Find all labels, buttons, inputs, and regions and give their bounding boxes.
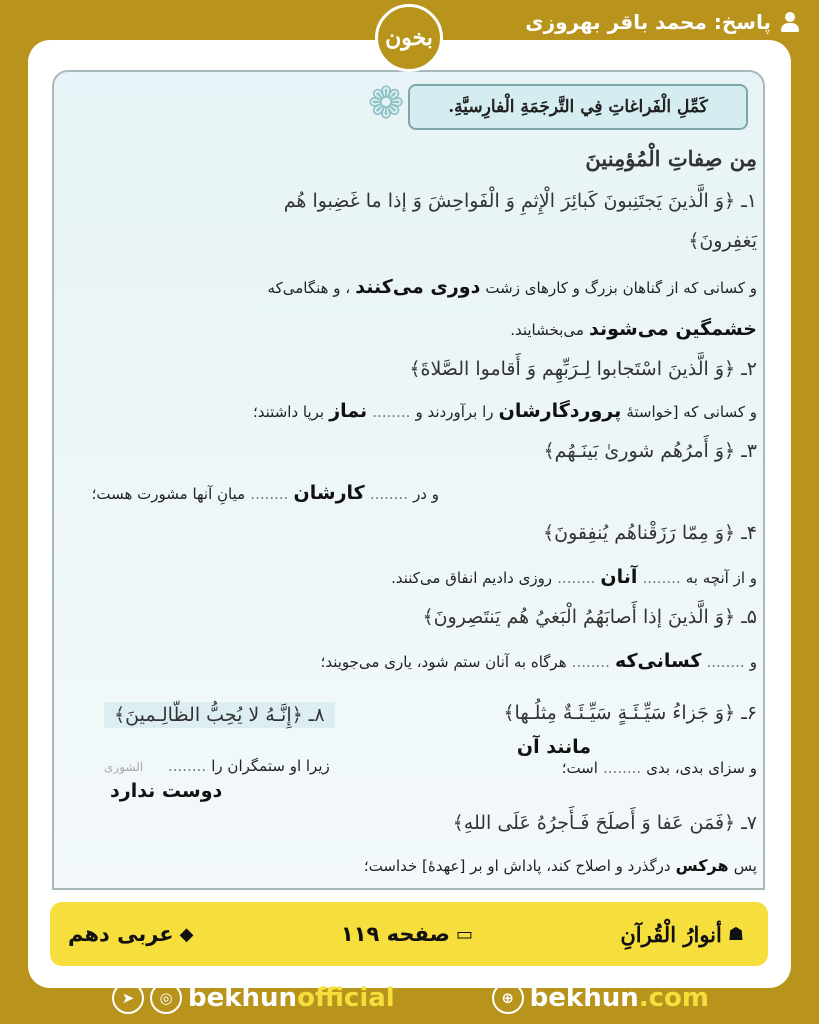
q6-text-a: و سزای بدی، بدی [646,759,757,777]
q4-answer: آنان [600,566,638,588]
q4-text-a: و از آنچه به [685,569,757,587]
q8-source: الشوری [104,760,144,774]
q1-arabic-line1: ۱ـ ﴿وَ الَّذينَ يَجتَنِبونَ كَبائِرَ الْإِثمِ وَ الْفَواحِشَ وَ إذا ما غَضِبوا هُم [283,190,757,212]
q2-answer-b: نماز [329,400,368,422]
footer-band [50,902,768,966]
q3-translation [92,482,439,504]
q5-translation [321,650,757,672]
q6-translation [562,758,757,777]
logo-text: بخون [385,25,433,51]
exercise-heading [408,84,748,130]
q2-answer-a: پروردگارشان [498,400,622,422]
q7-text-b: درگذرد و اصلاح كند، پاداش او بر [عهدهٔ] خداست؛ [363,857,671,875]
q5-text-a: و [749,653,757,671]
page-label: صفحه ۱۱۹ [340,922,450,946]
q4-arabic: ۴ـ ﴿وَ مِمّا رَزَقْناهُم يُنفِقونَ﴾ [543,522,757,544]
q5-answer: کسانی‌که [614,650,702,672]
q3-text-b: میانِ آنها مشورت هست؛ [91,485,246,503]
q8-answer: دوست ندارد [110,780,223,802]
globe-icon: ⊕ [492,982,524,1014]
q3-arabic: ۳ـ ﴿وَ أَمرُهُم شوریٰ بَينَـهُم﴾ [543,440,757,462]
section-title: مِن صِفاتِ الْمُؤمِنينَ [585,146,757,171]
q2-translation [253,400,757,422]
q7-arabic: ۷ـ ﴿فَمَن عَفا وَ أَصلَحَ فَـأَجرُهُ عَلَى اللهِ﴾ [452,812,757,834]
q8-dots: ........ [168,757,207,775]
q6-text-b: است؛ [561,759,598,777]
q5-dots-2: ........ [571,653,610,671]
telegram-icon[interactable]: ➤ [112,982,144,1014]
q8-translation [168,756,330,775]
q1-answer-a: دوری می‌کنند [355,276,481,298]
q8-arabic: ۸ـ ﴿إِنَّـهُ لا يُحِبُّ الظّالِـمينَ﴾ [104,702,335,728]
website-link[interactable] [492,982,709,1014]
user-icon [779,11,801,33]
handle-accent: official [297,983,395,1013]
ornament-icon: ❁ [367,78,405,129]
q1-translation-2 [510,318,757,340]
q3-text-a: و در [413,485,439,503]
lesson-title [620,922,750,947]
instagram-icon[interactable]: ◎ [150,982,182,1014]
q4-dots-2: ........ [557,569,596,587]
q4-translation [391,566,757,588]
q2-text-c: برپا داشتند؛ [253,403,325,421]
q6-dots: ........ [603,759,642,777]
q1-translation [268,276,757,298]
q2-dots: ........ [372,403,411,421]
q5-dots: ........ [706,653,745,671]
book-icon: ▭ [455,923,473,945]
q3-dots: ........ [369,485,408,503]
reader-icon: ☗ [727,923,744,945]
q1-text-c: می‌بخشایند. [510,321,584,339]
social-bar [0,972,819,1024]
q7-answer: هرکس [675,856,729,875]
site-prefix: bekhun [529,983,639,1013]
q4-dots: ........ [642,569,681,587]
q6-arabic: ۶ـ ﴿وَ جَزاءُ سَيِّـئَـةٍ سَيِّـئَـةٌ مِثلُـها﴾ [503,702,757,724]
book-title [68,922,200,946]
answer-author: پاسخ: محمد باقر بهروزی [525,10,771,34]
lesson-label: أنوارُ الْقُرآنِ [620,921,722,947]
heading-title: كَمِّلِ الْفَراغاتِ فِي التَّرجَمَةِ الْفارِسيَّةِ. [448,97,708,117]
q8-text: زیرا او ستمگران را [211,757,330,775]
q5-arabic: ۵ـ ﴿وَ الَّذينَ إذا أَصابَهُمُ الْبَغيُ هُم يَنتَصِرونَ﴾ [422,606,757,628]
q5-text-b: هرگاه به آنان ستم شود، یاری می‌جویند؛ [320,653,567,671]
q1-arabic-line2: يَغفِرونَ﴾ [688,230,757,252]
q7-translation [364,856,757,875]
q7-text-a: پس [733,857,757,875]
site-accent: .com [638,983,709,1013]
q2-text-a: و كسانی كه [خواستهٔ [626,403,757,421]
brand-logo [375,4,443,72]
q1-text-b: ، و هنگامی‌كه [267,279,351,297]
q6-answer: مانند آن [516,736,591,758]
q2-arabic: ۲ـ ﴿وَ الَّذينَ اسْتَجابوا لِـرَبِّهِم وَ أَقاموا الصَّلاةَ﴾ [409,358,757,380]
q4-text-b: روزی دادیم انفاق می‌كنند. [391,569,553,587]
page-number [341,922,479,946]
q1-answer-b: خشمگین می‌شوند [589,318,757,340]
q3-answer: کارشان [293,482,365,504]
social-handle[interactable] [112,982,395,1014]
book-label: عربی دهم [68,922,174,946]
handle-prefix: bekhun [188,983,298,1013]
q2-text-b: را برآوردند و [415,403,494,421]
graduation-cap-icon: ◆ [179,923,194,945]
q1-text-a: و كسانی كه از گناهان بزرگ و كارهای زشت [485,279,757,297]
q3-dots-2: ........ [250,485,289,503]
